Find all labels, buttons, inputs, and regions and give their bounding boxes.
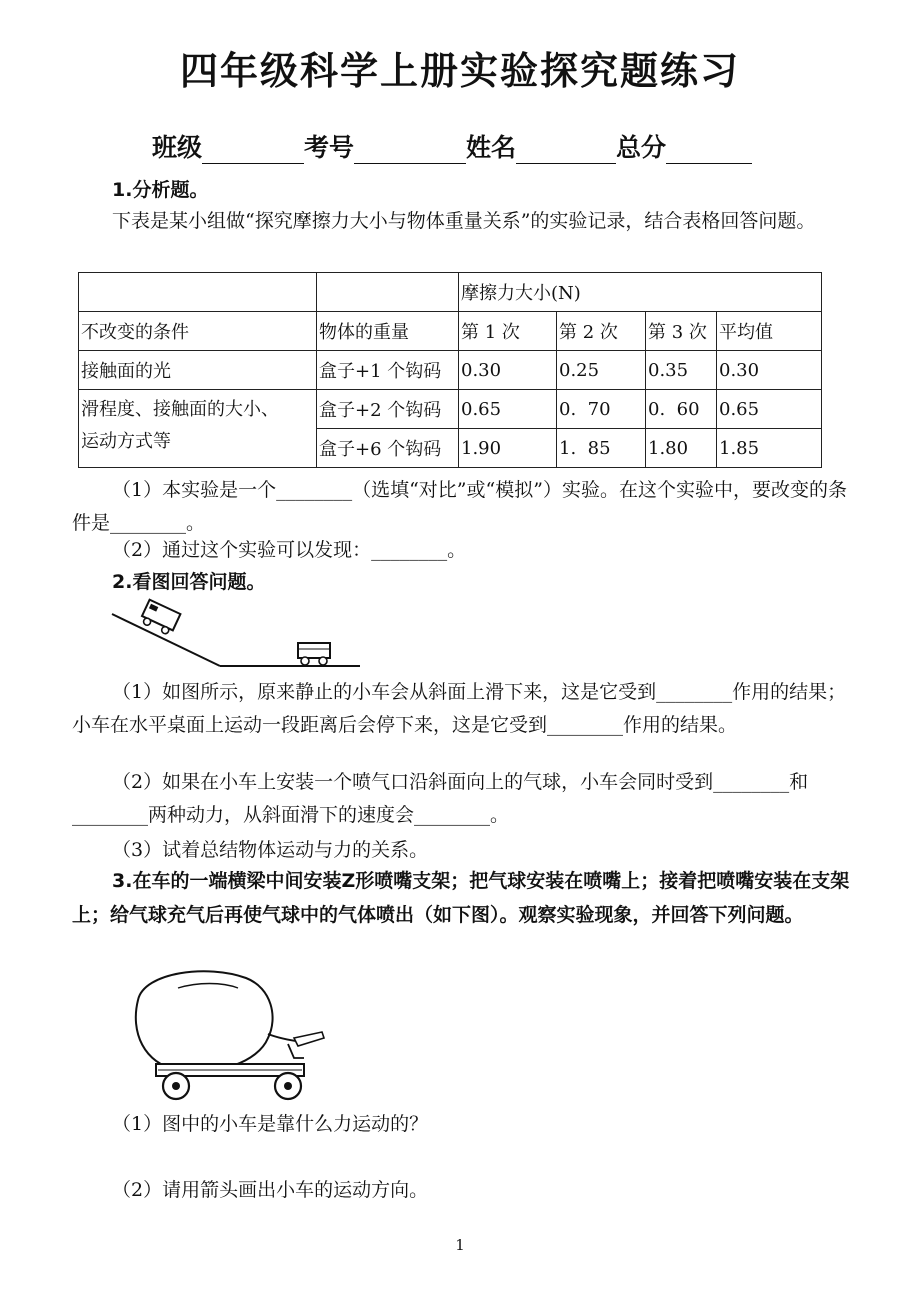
z-bracket bbox=[288, 1044, 304, 1058]
average-cell: 0.65 bbox=[717, 390, 822, 429]
q2-sub3: （3）试着总结物体运动与力的关系。 bbox=[112, 839, 429, 861]
front-wheel bbox=[163, 1073, 189, 1099]
col-average-header: 平均值 bbox=[717, 312, 822, 351]
trial1-cell: 1.90 bbox=[459, 429, 557, 468]
q1-heading: 1.分析题。 bbox=[112, 179, 209, 201]
trial1-cell: 0.30 bbox=[459, 351, 557, 390]
condition-cell-top: 接触面的光 bbox=[79, 351, 317, 390]
table-row bbox=[79, 390, 822, 429]
weight-cell: 盒子+6 个钩码 bbox=[317, 429, 459, 468]
name-blank[interactable] bbox=[516, 133, 616, 164]
q1-sub2: （2）通过这个实验可以发现：________。 bbox=[112, 539, 467, 561]
col-trial2-header: 第 2 次 bbox=[557, 312, 646, 351]
condition-cell-bottom bbox=[79, 390, 317, 468]
friction-header: 摩擦力大小(N) bbox=[459, 273, 822, 312]
trial2-cell: 1. 85 bbox=[557, 429, 646, 468]
q1-sub1: （1）本实验是一个________（选填“对比”或“模拟”）实验。在这个实验中，要改变的条件是________。 bbox=[72, 479, 847, 534]
table-row bbox=[79, 351, 822, 390]
condition-line-3: 运动方式等 bbox=[81, 431, 171, 452]
exam-no-label: 考号 bbox=[304, 133, 355, 162]
friction-table bbox=[78, 272, 822, 468]
col-trial1-header: 第 1 次 bbox=[459, 312, 557, 351]
balloon-car-figure bbox=[118, 966, 332, 1102]
student-info-row bbox=[152, 124, 752, 164]
average-cell: 0.30 bbox=[717, 351, 822, 390]
class-blank[interactable] bbox=[202, 133, 304, 164]
exam-no-blank[interactable] bbox=[354, 133, 466, 164]
weight-cell: 盒子+1 个钩码 bbox=[317, 351, 459, 390]
col-condition-header: 不改变的条件 bbox=[79, 312, 317, 351]
trial3-cell: 0.35 bbox=[646, 351, 717, 390]
q2-sub2: （2）如果在小车上安装一个喷气口沿斜面向上的气球，小车会同时受到________和________两种动力，从斜面滑下的速度会________。 bbox=[72, 771, 809, 826]
condition-line-2: 滑程度、接触面的大小、 bbox=[81, 399, 279, 420]
col-trial3-header: 第 3 次 bbox=[646, 312, 717, 351]
incline-cart-figure bbox=[108, 596, 368, 672]
balloon-shape bbox=[136, 971, 273, 1071]
q2-heading: 2.看图回答问题。 bbox=[112, 571, 266, 593]
table-row bbox=[79, 312, 822, 351]
trial1-cell: 0.65 bbox=[459, 390, 557, 429]
score-label: 总分 bbox=[616, 133, 667, 162]
rear-wheel bbox=[275, 1073, 301, 1099]
q3-heading: 3.在车的一端横梁中间安装Z形喷嘴支架；把气球安装在喷嘴上；接着把喷嘴安装在支架上；给气球充气后再使气球中的气体喷出（如下图）。观察实验现象，并回答下列问题。 bbox=[72, 870, 850, 926]
average-cell: 1.85 bbox=[717, 429, 822, 468]
score-blank[interactable] bbox=[666, 133, 752, 164]
cart-on-table bbox=[298, 643, 330, 665]
col-weight-header: 物体的重量 bbox=[317, 312, 459, 351]
name-label: 姓名 bbox=[466, 133, 517, 162]
page-title: 四年级科学上册实验探究题练习 bbox=[179, 49, 740, 93]
trial3-cell: 0. 60 bbox=[646, 390, 717, 429]
q2-sub1: （1）如图所示，原来静止的小车会从斜面上滑下来，这是它受到________作用的结果；小车在水平桌面上运动一段距离后会停下来，这是它受到________作用的结果。 bbox=[72, 681, 847, 736]
class-label: 班级 bbox=[152, 133, 203, 162]
weight-cell: 盒子+2 个钩码 bbox=[317, 390, 459, 429]
trial3-cell: 1.80 bbox=[646, 429, 717, 468]
nozzle bbox=[294, 1032, 324, 1046]
trial2-cell: 0. 70 bbox=[557, 390, 646, 429]
q3-sub2: （2）请用箭头画出小车的运动方向。 bbox=[112, 1179, 429, 1201]
trial2-cell: 0.25 bbox=[557, 351, 646, 390]
q1-intro: 下表是某小组做“探究摩擦力大小与物体重量关系”的实验记录，结合表格回答问题。 bbox=[112, 210, 816, 232]
table-row bbox=[79, 273, 822, 312]
table-cell-empty bbox=[79, 273, 317, 312]
q3-sub1: （1）图中的小车是靠什么力运动的？ bbox=[112, 1113, 429, 1135]
table-cell-empty bbox=[317, 273, 459, 312]
page-number: 1 bbox=[455, 1236, 465, 1254]
